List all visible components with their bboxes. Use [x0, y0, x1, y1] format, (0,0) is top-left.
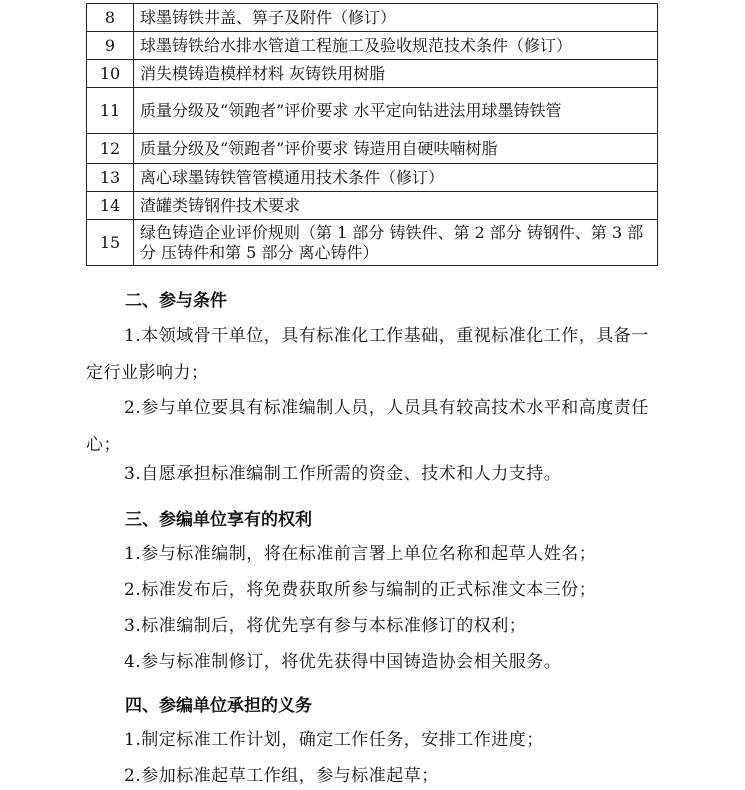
- section-heading-obligations: 四、参编单位承担的义务: [125, 696, 312, 716]
- rights-item-2: 2.标准发布后，将免费获取所参与编制的正式标准文本三份；: [124, 580, 597, 600]
- condition-item-2: 2.参与单位要具有标准编制人员，人员具有较高技术水平和高度责任心；: [86, 398, 649, 455]
- table-row: [87, 164, 658, 192]
- obligation-item-2: 2.参加标准起草工作组，参与标准起草；: [124, 766, 439, 786]
- row-number: 14: [87, 192, 134, 220]
- standards-table: [86, 3, 658, 266]
- rights-item-3: 3.标准编制后，将优先享有参与本标准修订的权利；: [124, 616, 527, 636]
- table-row: [87, 60, 658, 88]
- condition-item-3: 3.自愿承担标准编制工作所需的资金、技术和人力支持。: [124, 464, 562, 484]
- table-row: [87, 88, 658, 134]
- standard-title: 绿色铸造企业评价规则（第 1 部分 铸铁件、第 2 部分 铸钢件、第 3 部分 压铸件和第 5 部分 离心铸件）: [134, 220, 658, 266]
- rights-item-1: 1.参与标准编制，将在标准前言署上单位名称和起草人姓名；: [124, 544, 597, 564]
- row-number: 8: [87, 4, 134, 32]
- row-number: 15: [87, 220, 134, 266]
- standard-title: 球墨铸铁给水排水管道工程施工及验收规范技术条件（修订）: [134, 32, 658, 60]
- condition-item-1: 1.本领域骨干单位，具有标准化工作基础，重视标准化工作，具备一定行业影响力；: [86, 326, 649, 383]
- standard-title: 球墨铸铁井盖、箅子及附件（修订）: [134, 4, 658, 32]
- table-row: [87, 192, 658, 220]
- rights-item-4: 4.参与标准制修订，将优先获得中国铸造协会相关服务。: [124, 652, 562, 672]
- table-row: [87, 134, 658, 164]
- row-number: 12: [87, 134, 134, 164]
- table-row: [87, 220, 658, 266]
- section-heading-conditions: 二、参与条件: [125, 291, 227, 311]
- table-row: [87, 32, 658, 60]
- standard-title: 质量分级及“领跑者”评价要求 铸造用自硬呋喃树脂: [134, 134, 658, 164]
- standard-title: 渣罐类铸钢件技术要求: [134, 192, 658, 220]
- standard-title: 离心球墨铸铁管管模通用技术条件（修订）: [134, 164, 658, 192]
- row-number: 9: [87, 32, 134, 60]
- table-row: [87, 4, 658, 32]
- obligation-item-1: 1.制定标准工作计划，确定工作任务，安排工作进度；: [124, 730, 544, 750]
- section-heading-rights: 三、参编单位享有的权利: [125, 510, 312, 530]
- standard-title: 质量分级及“领跑者”评价要求 水平定向钻进法用球墨铸铁管: [134, 88, 658, 134]
- standard-title: 消失模铸造模样材料 灰铸铁用树脂: [134, 60, 658, 88]
- row-number: 11: [87, 88, 134, 134]
- row-number: 10: [87, 60, 134, 88]
- row-number: 13: [87, 164, 134, 192]
